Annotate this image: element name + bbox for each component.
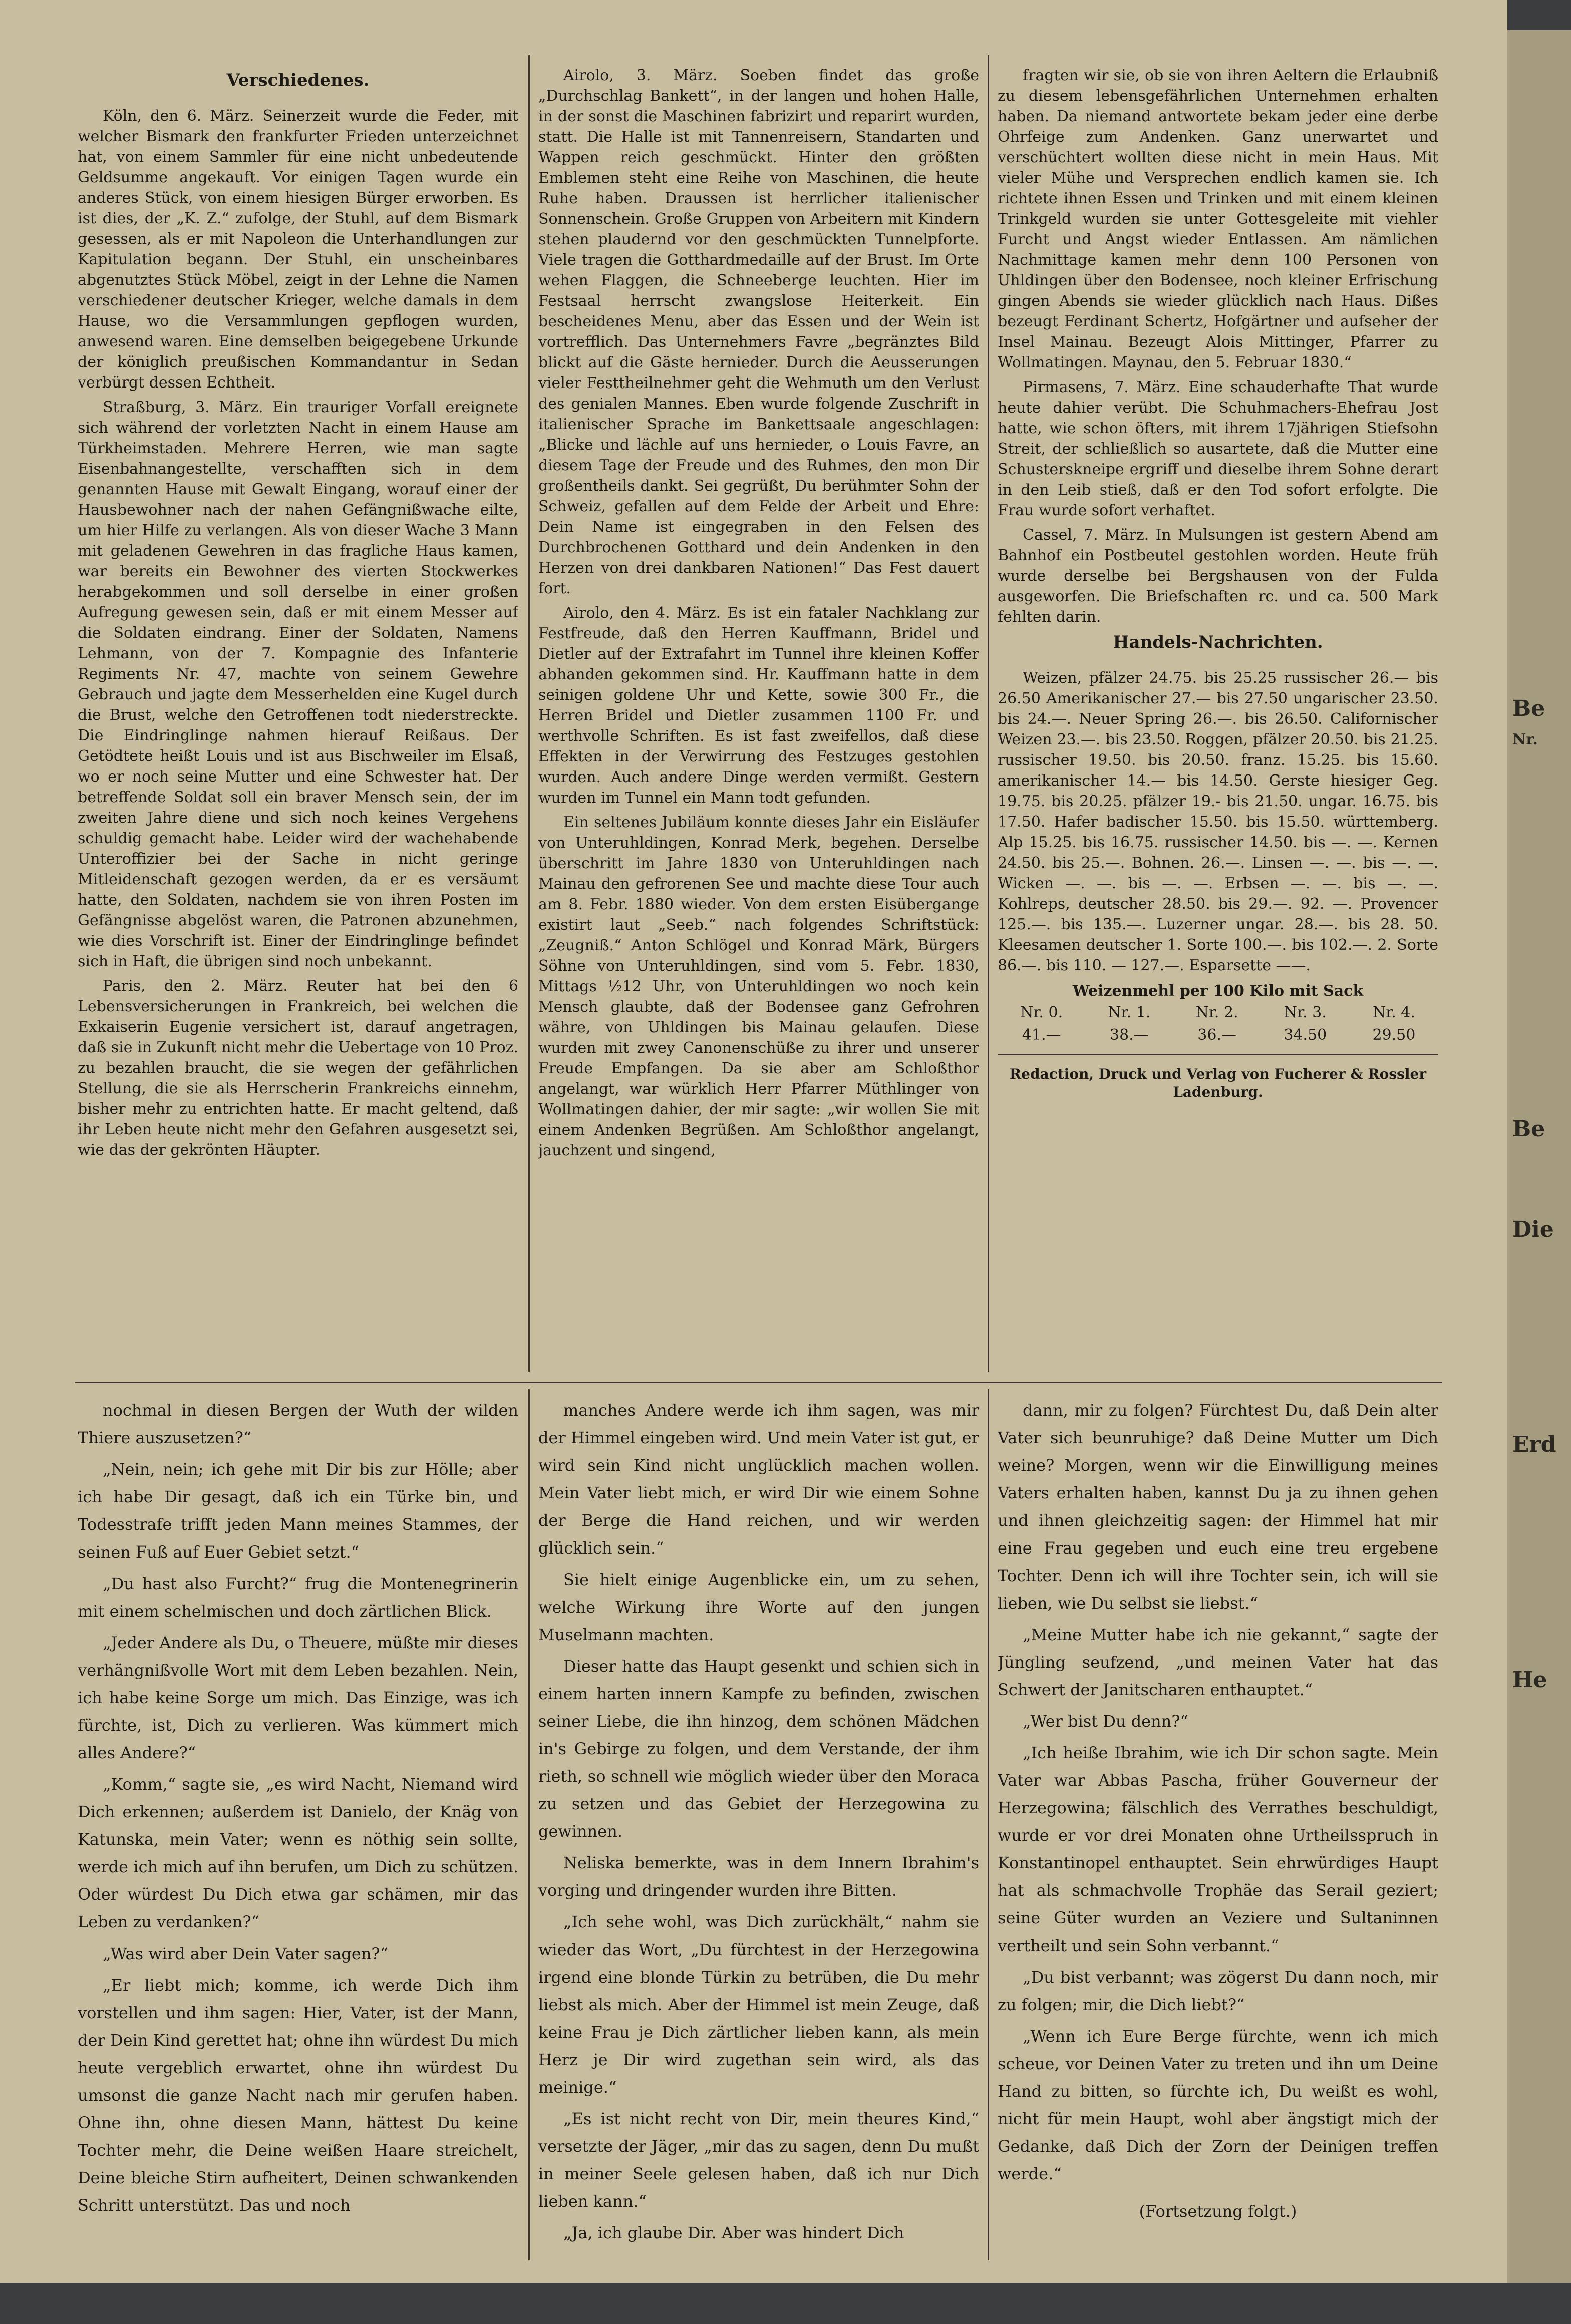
side-fragment: Be	[1512, 1116, 1545, 1142]
story-paragraph: Sie hielt einige Augenblicke ein, um zu sehen, welche Wirkung ihre Worte auf den jungen Muselmann machten.	[538, 1570, 979, 1644]
story-paragraph: „Du bist verbannt; was zögerst Du dann noch, mir zu folgen; mir, die Dich liebt?“	[998, 1968, 1438, 2014]
story-paragraph: „Komm,“ sagte sie, „es wird Nacht, Niemand wird Dich erkennen; außerdem ist Danielo, der Knäg von Katunska, mein Vater; wenn es nöthig sein sollte, werde ich mich auf ihn berufen, um Dich zu schützen. Oder würdest Du Dich etwa gar schämen, mir das Leben zu verdanken?“	[78, 1775, 518, 1931]
story-paragraph: „Ich heiße Ibrahim, wie ich Dir schon sagte. Mein Vater war Abbas Pascha, früher Gouverneur der Herzegowina; fälschlich des Verrathes beschuldigt, wurde er vor drei Monaten ohne Urtheilsspruch in Konstantinopel enthauptet. Sein ehrwürdiges Haupt hat als schmachvolle Trophäe das Serail geziert; seine Güter wurden an Veziere und Sultaninnen vertheilt und sein Sohn verbannt.“	[998, 1743, 1438, 1955]
article-zeugnis-cont: fragten wir sie, ob sie von ihren Aeltern die Erlaubniß zu diesem lebensgefährlichen Unternehmen erhalten haben. Da niemand antwortete bekam jeder eine derbe Ohrfeige zum Andenken. Ganz unerwartet und verschüchtert wollten diese nicht in mein Haus. Mit vieler Mühe und Versprechen endlich kamen sie. Ich richtete ihnen Essen und Trinken und mit einem kleinen Trinkgeld wurden sie unter Gottesgeleite mit viehler Furcht und Angst wieder Entlassen. Am nämlichen Nachmittage kamen mehr denn 100 Personen von Uhldingen über den Bodensee, noch kleiner Erfrischung gingen Abends sie wieder glücklich nach Haus. Dißes bezeugt Ferdinant Schertz, Hofgärtner und aufseher der Insel Mainau. Bezeugt Alois Mittinger, Pfarrer zu Wollmatingen. Maynau, den 5. Februar 1830.“	[998, 67, 1438, 371]
story-paragraph: „Was wird aber Dein Vater sagen?“	[103, 1944, 388, 1963]
column-rule	[528, 1389, 530, 2260]
story-paragraph: Neliska bemerkte, was in dem Innern Ibrahim's vorging und dringender wurden ihre Bitten.	[538, 1853, 979, 1900]
article-jubilaeum: Ein seltenes Jubiläum konnte dieses Jahr ein Eisläufer von Unteruhldingen, Konrad Merk, begehen. Derselbe überschritt im Jahre 1830 von Unteruhldingen nach Mainau den gefrorenen See und machte diese Tour auch am 8. Febr. 1880 wieder. Von dem ersten Eisübergange existirt laut „Seeb.“ nach folgendes Schriftstück: „Zeugniß.“ Anton Schlögel und Konrad Märk, Bürgers Söhne von Unteruhldingen, sind vom 5. Febr. 1830, Mittags ½12 Uhr, von Unteruhldingen wo noch kein Mensch glaubte, daß der Bodensee ganz Gefrohren währe, von Uhldingen bis Mainau gelaufen. Diese wurden mit zwey Canonenschüße zu ihrer und unserer Freude Empfangen. Da sie aber am Schloßthor angelangt, war würklich Herr Pfarrer Müthlinger von Wollmatingen dahier, der mir sagte: „wir wollen Sie mit einem Andenken Begrüßen. Am Schloßthor angelangt, jauchzent und singend,	[538, 814, 979, 1159]
flour-price: 36.—	[1197, 1026, 1236, 1044]
story-column-3	[998, 1397, 1438, 2258]
story-paragraph: manches Andere werde ich ihm sagen, was mir der Himmel eingeben wird. Und mein Vater ist gut, er wird sein Kind nicht unglücklich machen wollen. Mein Vater liebt mich, er wird Dir wie einem Sohne der Berge die Hand reichen, und wir werden glücklich sein.“	[538, 1401, 979, 1558]
flour-grade: Nr. 3.	[1284, 1004, 1327, 1021]
table-row	[998, 1024, 1438, 1046]
story-paragraph: „Ja, ich glaube Dir. Aber was hindert Dich	[563, 2223, 904, 2242]
side-fragment: Die	[1512, 1217, 1554, 1242]
side-fragment: Be	[1512, 696, 1545, 721]
column-rule	[988, 1389, 989, 2260]
article-pirmasens: Pirmasens, 7. März. Eine schauderhafte That wurde heute dahier verübt. Die Schuhmachers-Ehefrau Jost hatte, wie schon öfters, mit ihrem 17jährigen Stiefsohn Streit, der schließlich so ausartete, daß die Mutter eine Schusterskneipe ergriff und dieselbe ihrem Sohne derart in den Leib stieß, daß er den Tod sofort erfolgte. Die Frau wurde sofort verhaftet.	[998, 378, 1438, 519]
article-strassburg: Straßburg, 3. März. Ein trauriger Vorfall ereignete sich während der vorletzten Nacht in einem Hause am Türkheimstaden. Mehrere Herren, wie man sagte Eisenbahnangestellte, verschafften sich in dem genannten Hause mit Gewalt Eingang, worauf einer der Hausbewohner nach der nahen Gefängnißwache eilte, um hier Hilfe zu verlangen. Als von dieser Wache 3 Mann mit geladenen Gewehren in das fragliche Haus kamen, war bereits ein Bewohner des vierten Stockwerkes herabgekommen und soll derselbe in einer großen Aufregung gewesen sein, daß er mit einem Messer auf die Soldaten eindrang. Einer der Soldaten, Namens Lehmann, von der 7. Kompagnie des Infanterie Regiments Nr. 47, machte von seinem Gewehre Gebrauch und jagte dem Messerhelden eine Kugel durch die Brust, welche den Getroffenen todt niederstreckte. Die Eindringlinge nahmen hierauf Reißaus. Der Getödtete heißt Louis und ist aus Bischweiler im Elsaß, wo er noch seine Mutter und eine Schwester hat. Der betreffende Soldat soll ein braver Mensch sein, der im zweiten Jahre diene und sich noch keines Vergehens schuldig gemacht habe. Leider wird der wachehabende Unteroffizier bei der Sache in nicht geringe Mitleidenschaft gezogen werden, da er es versäumt hatte, den Soldaten, nachdem sie von ihren Posten im Gefängnisse abgelöst waren, die Patronen abzunehmen, wie dies Vorschrift ist. Einer der Eindringlinge befindet sich in Haft, die übrigen sind noch unbekannt.	[78, 399, 518, 970]
column-rule	[528, 55, 530, 1372]
news-column-2	[538, 65, 979, 1367]
article-paris: Paris, den 2. März. Reuter hat bei den 6 Lebensversicherungen in Frankreich, bei welchen die Exkaiserin Eugenie versichert ist, darauf angetragen, daß sie in Zukunft nicht mehr die Uebertage von 10 Proz. zu bezahlen braucht, die sie wegen der gefährlichen Stellung, die sie als Herrscherin Frankreichs einnehm, bisher mehr zu entrichten hatte. Er macht geltend, daß ihr Leben heute nicht mehr den Gefahren ausgesetzt sei, wie das der gekrönten Häupter.	[78, 977, 518, 1159]
flour-price: 29.50	[1372, 1026, 1416, 1044]
flour-grade: Nr. 2.	[1195, 1004, 1238, 1021]
story-paragraph: „Meine Mutter habe ich nie gekannt,“ sagte der Jüngling seufzend, „und meinen Vater hat das Schwert der Janitscharen enthauptet.“	[998, 1625, 1438, 1699]
side-fragment: He	[1512, 1667, 1547, 1693]
market-prices: Weizen, pfälzer 24.75. bis 25.25 russischer 26.— bis 26.50 Amerikanischer 27.— bis 27.50 ungarischer 23.50. bis 24.—. Neuer Spring 26.—. bis 26.50. Californischer Weizen 23.—. bis 23.50. Roggen, pfälzer 20.50. bis 21.25. russischer 19.50. bis 20.50. franz. 15.25. bis 15.60. amerikanischer 14.— bis 14.50. Gerste hiesiger Geg. 19.75. bis 20.25. pfälzer 19.- bis 21.50. ungar. 16.75. bis 17.50. Hafer badischer 15.50. bis 15.50. württemberg. Alp 15.25. bis 16.75. russischer 14.50. bis —. —. Kernen 24.50. bis 25.—. Bohnen. 26.—. Linsen —. —. bis —. —. Wicken —. —. bis —. —. Erbsen —. —. bis —. —. Kohlreps, deutscher 28.50. bis 29.—. 92. —. Provencer 125.—. bis 135.—. Luzerner ungar. 28.—. bis 28. 50. Kleesamen deutscher 1. Sorte 100.—. bis 102.—. 2. Sorte 86.—. bis 110. — 127.—. Esparsette ——.	[998, 669, 1438, 974]
story-column-2	[538, 1397, 979, 2258]
story-paragraph: „Wenn ich Eure Berge fürchte, wenn ich mich scheue, vor Deinen Vater zu treten und ihn um Deine Hand zu bitten, so fürchte ich, Du weißt es wohl, nicht für mein Haupt, wohl aber ängstigt mich der Gedanke, daß Dich der Zorn der Deinigen treffen werde.“	[998, 2027, 1438, 2183]
credits-rule	[998, 1054, 1438, 1055]
news-column-1	[78, 65, 518, 1367]
flour-price-table	[998, 1001, 1438, 1046]
story-paragraph: Dieser hatte das Haupt gesenkt und schien sich in einem harten innern Kampfe zu befinden, zwischen seiner Liebe, die ihn hinzog, dem schönen Mädchen in's Gebirge zu folgen, und dem Verstande, der ihm rieth, so schnell wie möglich wieder über den Moraca zu setzen und das Gebiet der Herzegowina zu gewinnen.	[538, 1657, 979, 1841]
side-fragment: Erd	[1512, 1432, 1556, 1457]
story-paragraph: „Jeder Andere als Du, o Theuere, müßte mir dieses verhängnißvolle Wort mit dem Leben bezahlen. Nein, ich habe keine Sorge um mich. Das Einzige, was ich fürchte, ist, Dich zu verlieren. Was kümmert mich alles Andere?“	[78, 1633, 518, 1762]
article-cassel: Cassel, 7. März. In Mulsungen ist gestern Abend am Bahnhof ein Postbeutel gestohlen worden. Heute früh wurde derselbe bei Bergshausen von der Fulda ausgeworfen. Die Briefschaften rc. und ca. 500 Mark fehlten darin.	[998, 526, 1438, 626]
section-divider	[75, 1382, 1442, 1383]
article-airolo-2: Airolo, den 4. März. Es ist ein fataler Nachklang zur Festfreude, daß den Herren Kauffmann, Bridel und Dietler auf der Extrafahrt im Tunnel ihre kleinen Koffer abhanden gekommen sind. Hr. Kauffmann hatte in dem seinigen goldene Uhr und Kette, sowie 300 Fr., die Herren Bridel und Dietler zusammen 1100 Fr. und werthvolle Schriften. Es ist fast zweifellos, daß diese Effekten in der Verwirrung des Festzuges gestohlen wurden. Auch andere Dinge werden vermißt. Gestern wurden im Tunnel ein Mann todt gefunden.	[538, 604, 979, 807]
article-koeln: Köln, den 6. März. Seinerzeit wurde die Feder, mit welcher Bismark den frankfurter Frieden unterzeichnet hat, von einem Sammler für eine nicht unbedeutende Geldsumme angekauft. Vor einigen Tagen wurde ein anderes Stück, von einem hiesigen Bürger erworben. Es ist dies, der „K. Z.“ zufolge, der Stuhl, auf dem Bismark gesessen, als er mit Napoleon die Unterhandlungen zur Kapitulation begann. Der Stuhl, ein unscheinbares abgenutztes Stück Möbel, zeigt in der Lehne die Namen verschiedener deutscher Krieger, welche damals in dem Hause, wo die Versammlungen gepflogen wurden, anwesend waren. Eine demselben beigegebene Urkunde der königlich preußischen Kommandantur in Sedan verbürgt dessen Echtheit.	[78, 107, 518, 392]
story-paragraph: „Es ist nicht recht von Dir, mein theures Kind,“ versetzte der Jäger, „mir das zu sagen, denn Du mußt in meiner Seele gelesen haben, daß ich nur Dich lieben kann.“	[538, 2109, 979, 2211]
flour-grade: Nr. 0.	[1020, 1004, 1063, 1021]
column-rule	[988, 55, 989, 1372]
continued-note: (Fortsetzung folgt.)	[1139, 2202, 1297, 2221]
adjacent-page-strip	[1507, 30, 1571, 2283]
flour-title: Weizenmehl per 100 Kilo mit Sack	[1072, 982, 1364, 1000]
story-column-1	[78, 1397, 518, 2258]
story-paragraph: „Nein, nein; ich gehe mit Dir bis zur Hölle; aber ich habe Dir gesagt, daß ich ein Türke bin, und Todesstrafe trifft jeden Mann meines Stammes, der seinen Fuß auf Euer Gebiet setzt.“	[78, 1460, 518, 1562]
flour-grade: Nr. 1.	[1108, 1004, 1151, 1021]
article-airolo-1: Airolo, 3. März. Soeben findet das große „Durchschlag Bankett“, in der langen und hohen Halle, in der sonst die Maschinen fabrizirt und reparirt wurden, statt. Die Halle ist mit Tannenreisern, Standarten und Wappen reich geschmückt. Hinter den größten Emblemen steht eine Reihe von Maschinen, die heute Ruhe haben. Draussen ist herrlicher italienischer Sonnenschein. Große Gruppen von Arbeitern mit Kindern stehen plaudernd vor den geschmückten Tunnelpforte. Viele tragen die Gotthardmedaille auf der Brust. Im Orte wehen Flaggen, die Schneeberge leuchten. Hier im Festsaal herrscht zwangslose Heiterkeit. Ein bescheidenes Menu, aber das Essen und der Wein ist vortrefflich. Das Unternehmers Favre „begränztes Bild blickt auf die Gäste hernieder. Durch die Aeusserungen vieler Festtheilnehmer geht die Wehmuth um den Verlust des genialen Mannes. Eben wurde folgende Zuschrift in italienischer Sprache im Bankettsaale angeschlagen: „Blicke und lächle auf uns hernieder, o Louis Favre, an diesem Tage der Freude und des Ruhmes, den mon Dir großentheils dankt. Sei gegrüßt, Du berühmter Sohn der Schweiz, gefallen auf dem Felde der Arbeit und Ehre: Dein Name ist eingegraben in den Felsen des Durchbrochenen Gotthard und dein Andenken in den Herzen von drei dankbaren Nationen!“ Das Fest dauert fort.	[538, 67, 979, 597]
publisher-credits: Redaction, Druck und Verlag von Fucherer & Rossler Ladenburg.	[1009, 1066, 1427, 1100]
story-paragraph: „Wer bist Du denn?“	[1023, 1712, 1188, 1731]
flour-price: 41.—	[1022, 1026, 1061, 1044]
flour-grade: Nr. 4.	[1372, 1004, 1415, 1021]
table-row	[998, 1001, 1438, 1024]
story-paragraph: dann, mir zu folgen? Fürchtest Du, daß Dein alter Vater sich beunruhige? daß Deine Mutter um Dich weine? Morgen, wenn wir die Einwilligung meines Vaters erhalten haben, kannst Du ja zu ihnen gehen und ihnen gleichzeitig sagen: der Himmel hat mir eine Frau gegeben und euch eine treu ergebene Tochter. Denn ich will ihre Tochter sein, ich will sie lieben, wie Du selbst sie liebst.“	[998, 1401, 1438, 1613]
story-paragraph: „Du hast also Furcht?“ frug die Montenegrinerin mit einem schelmischen und doch zärtlichen Blick.	[78, 1574, 518, 1621]
flour-price: 38.—	[1110, 1026, 1149, 1044]
story-paragraph: „Er liebt mich; komme, ich werde Dich ihm vorstellen und ihm sagen: Hier, Vater, ist der Mann, der Dein Kind gerettet hat; ohne ihn würdest Du mich heute vergeblich erwartet, ohne ihn würdest Du umsonst die ganze Nacht nach mir gerufen haben. Ohne ihn, ohne diesen Mann, hättest Du keine Tochter mehr, die Deine weißen Haare streichelt, Deine bleiche Stirn aufheitert, Deinen schwankenden Schritt unterstützt. Das und noch	[78, 1976, 518, 2215]
section-heading-verschiedenes: Verschiedenes.	[226, 70, 370, 90]
market-heading: Handels-Nachrichten.	[1113, 632, 1323, 652]
flour-price: 34.50	[1284, 1026, 1327, 1044]
story-paragraph: nochmal in diesen Bergen der Wuth der wilden Thiere auszusetzen?“	[78, 1401, 518, 1447]
story-paragraph: „Ich sehe wohl, was Dich zurückhält,“ nahm sie wieder das Wort, „Du fürchtest in der Herzegowina irgend eine blonde Türkin zu betrüben, die Du mehr liebst als mich. Aber der Himmel ist mein Zeuge, daß keine Frau je Dich zärtlicher lieben kann, als mein Herz je Dir wird zugethan sein wird, als das meinige.“	[538, 1912, 979, 2097]
side-fragment: Nr.	[1512, 731, 1538, 748]
news-column-3	[998, 65, 1438, 1367]
